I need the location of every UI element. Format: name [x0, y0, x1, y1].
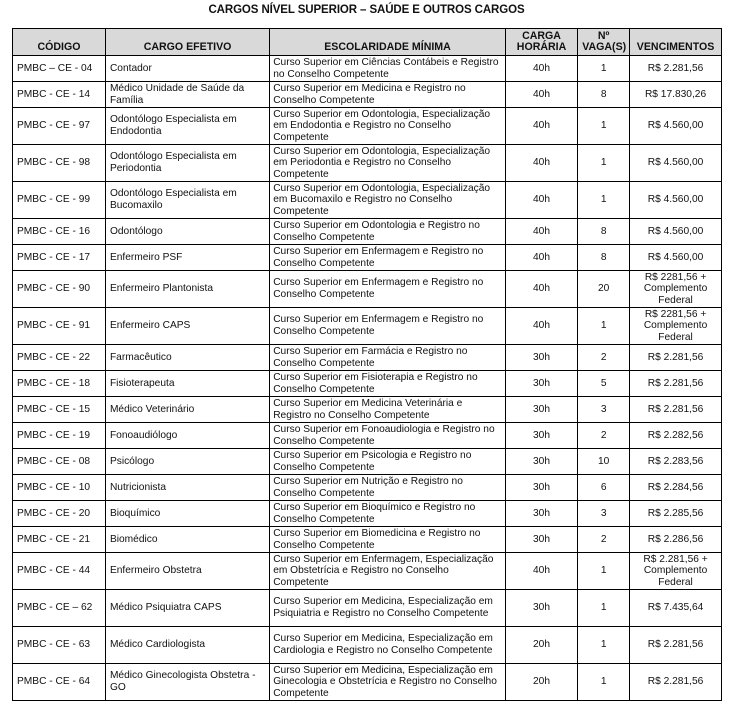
cell-codigo: PMBC – CE - 04 — [13, 56, 106, 82]
cell-carga-horaria: 30h — [505, 449, 577, 475]
cell-cargo-efetivo: Nutricionista — [105, 475, 269, 501]
cell-codigo: PMBC - CE - 17 — [13, 245, 106, 271]
table-row — [13, 449, 722, 475]
cell-vencimentos: R$ 2281,56 + Complemento Federal — [630, 308, 722, 345]
cell-vagas: 8 — [578, 219, 630, 245]
cell-escolaridade: Curso Superior em Fonoaudiologia e Registro no Conselho Competente — [270, 423, 506, 449]
cell-carga-horaria: 40h — [505, 219, 577, 245]
table-row — [13, 527, 722, 553]
cell-codigo: PMBC - CE - 20 — [13, 501, 106, 527]
cell-codigo: PMBC - CE - 98 — [13, 145, 106, 182]
table-row — [13, 501, 722, 527]
cargos-table — [12, 28, 722, 701]
cell-codigo: PMBC - CE - 44 — [13, 553, 106, 590]
cell-escolaridade: Curso Superior em Odontologia e Registro no Conselho Competente — [270, 219, 506, 245]
cell-vagas: 8 — [578, 82, 630, 108]
cell-escolaridade: Curso Superior em Fisioterapia e Registro no Conselho Competente — [270, 371, 506, 397]
cell-cargo-efetivo: Médico Veterinário — [105, 397, 269, 423]
cell-vagas: 3 — [578, 397, 630, 423]
cell-cargo-efetivo: Fisioterapeuta — [105, 371, 269, 397]
cell-vencimentos: R$ 2.281,56 — [630, 345, 722, 371]
cell-cargo-efetivo: Enfermeiro Obstetra — [105, 553, 269, 590]
header-vagas-line2: VAGA(S) — [582, 41, 627, 54]
cell-codigo: PMBC - CE - 08 — [13, 449, 106, 475]
cell-vagas: 10 — [578, 449, 630, 475]
table-row — [13, 553, 722, 590]
cell-escolaridade: Curso Superior em Odontologia, Especialização em Bucomaxilo e Registro no Conselho Competente — [270, 182, 506, 219]
cell-carga-horaria: 20h — [505, 627, 577, 664]
header-cargo-efetivo: CARGO EFETIVO — [105, 29, 269, 56]
header-vagas — [578, 29, 630, 56]
table-row — [13, 182, 722, 219]
cell-codigo: PMBC - CE - 14 — [13, 82, 106, 108]
cell-vagas: 1 — [578, 145, 630, 182]
table-row — [13, 397, 722, 423]
table-row — [13, 56, 722, 82]
cell-carga-horaria: 40h — [505, 56, 577, 82]
cell-vagas: 5 — [578, 371, 630, 397]
cell-vencimentos: R$ 4.560,00 — [630, 145, 722, 182]
table-row — [13, 219, 722, 245]
cell-vencimentos: R$ 17.830,26 — [630, 82, 722, 108]
cell-cargo-efetivo: Odontólogo Especialista em Periodontia — [105, 145, 269, 182]
cell-carga-horaria: 30h — [505, 501, 577, 527]
table-header-row — [13, 29, 722, 56]
table-row — [13, 308, 722, 345]
cell-vagas: 2 — [578, 423, 630, 449]
cell-cargo-efetivo: Enfermeiro CAPS — [105, 308, 269, 345]
cell-vagas: 1 — [578, 627, 630, 664]
table-row — [13, 108, 722, 145]
cell-vencimentos: R$ 2.286,56 — [630, 527, 722, 553]
table-row — [13, 371, 722, 397]
cell-vencimentos: R$ 4.560,00 — [630, 182, 722, 219]
cell-vencimentos: R$ 7.435,64 — [630, 590, 722, 627]
cell-escolaridade: Curso Superior em Enfermagem e Registro no Conselho Competente — [270, 245, 506, 271]
cell-vagas: 1 — [578, 664, 630, 701]
table-row — [13, 82, 722, 108]
cell-codigo: PMBC - CE – 62 — [13, 590, 106, 627]
cell-cargo-efetivo: Fonoaudiólogo — [105, 423, 269, 449]
cell-carga-horaria: 30h — [505, 397, 577, 423]
cell-escolaridade: Curso Superior em Medicina Veterinária e Registro no Conselho Competente — [270, 397, 506, 423]
cell-carga-horaria: 30h — [505, 527, 577, 553]
cell-carga-horaria: 40h — [505, 108, 577, 145]
cell-escolaridade: Curso Superior em Bioquímico e Registro no Conselho Competente — [270, 501, 506, 527]
cell-cargo-efetivo: Médico Unidade de Saúde da Família — [105, 82, 269, 108]
cell-escolaridade: Curso Superior em Enfermagem e Registro no Conselho Competente — [270, 271, 506, 308]
cell-cargo-efetivo: Odontólogo Especialista em Endodontia — [105, 108, 269, 145]
cell-carga-horaria: 30h — [505, 475, 577, 501]
cell-codigo: PMBC - CE - 18 — [13, 371, 106, 397]
cell-codigo: PMBC - CE - 63 — [13, 627, 106, 664]
cell-carga-horaria: 30h — [505, 371, 577, 397]
cell-cargo-efetivo: Médico Psiquiatra CAPS — [105, 590, 269, 627]
cell-vagas: 6 — [578, 475, 630, 501]
table-row — [13, 345, 722, 371]
cell-escolaridade: Curso Superior em Enfermagem e Registro no Conselho Competente — [270, 308, 506, 345]
cell-codigo: PMBC - CE - 64 — [13, 664, 106, 701]
cell-carga-horaria: 40h — [505, 82, 577, 108]
cell-escolaridade: Curso Superior em Enfermagem, Especialização em Obstetrícia e Registro no Conselho Competente — [270, 553, 506, 590]
cell-escolaridade: Curso Superior em Ciências Contábeis e Registro no Conselho Competente — [270, 56, 506, 82]
cell-escolaridade: Curso Superior em Medicina, Especialização em Ginecologia e Obstetrícia e Registro no Conselho Competente — [270, 664, 506, 701]
cell-carga-horaria: 40h — [505, 245, 577, 271]
cell-vencimentos: R$ 2281,56 + Complemento Federal — [630, 271, 722, 308]
cell-escolaridade: Curso Superior em Medicina, Especialização em Psiquiatria e Registro no Conselho Competente — [270, 590, 506, 627]
table-row — [13, 664, 722, 701]
cell-codigo: PMBC - CE - 97 — [13, 108, 106, 145]
cell-carga-horaria: 40h — [505, 145, 577, 182]
cell-carga-horaria: 30h — [505, 345, 577, 371]
cell-cargo-efetivo: Biomédico — [105, 527, 269, 553]
cell-cargo-efetivo: Odontólogo — [105, 219, 269, 245]
cell-carga-horaria: 30h — [505, 590, 577, 627]
cell-carga-horaria: 20h — [505, 664, 577, 701]
cell-carga-horaria: 40h — [505, 553, 577, 590]
header-escolaridade: ESCOLARIDADE MÍNIMA — [270, 29, 506, 56]
table-row — [13, 145, 722, 182]
cell-codigo: PMBC - CE - 16 — [13, 219, 106, 245]
cell-vagas: 1 — [578, 182, 630, 219]
cell-vencimentos: R$ 2.282,56 — [630, 423, 722, 449]
cell-escolaridade: Curso Superior em Odontologia, Especialização em Periodontia e Registro no Conselho Competente — [270, 145, 506, 182]
cell-escolaridade: Curso Superior em Biomedicina e Registro no Conselho Competente — [270, 527, 506, 553]
cell-vencimentos: R$ 2.283,56 — [630, 449, 722, 475]
cell-escolaridade: Curso Superior em Odontologia, Especialização em Endodontia e Registro no Conselho Competente — [270, 108, 506, 145]
cell-vencimentos: R$ 2.281,56 — [630, 371, 722, 397]
cell-vagas: 1 — [578, 108, 630, 145]
cell-codigo: PMBC - CE - 91 — [13, 308, 106, 345]
cell-cargo-efetivo: Enfermeiro PSF — [105, 245, 269, 271]
header-vencimentos: VENCIMENTOS — [630, 29, 722, 56]
cell-vagas: 2 — [578, 527, 630, 553]
cell-cargo-efetivo: Bioquímico — [105, 501, 269, 527]
table-row — [13, 245, 722, 271]
table-row — [13, 590, 722, 627]
cell-carga-horaria: 40h — [505, 182, 577, 219]
cell-escolaridade: Curso Superior em Nutrição e Registro no Conselho Competente — [270, 475, 506, 501]
cell-vagas: 1 — [578, 56, 630, 82]
table-row — [13, 423, 722, 449]
cell-vagas: 1 — [578, 553, 630, 590]
cell-vagas: 1 — [578, 590, 630, 627]
table-row — [13, 475, 722, 501]
cell-vencimentos: R$ 4.560,00 — [630, 108, 722, 145]
cell-cargo-efetivo: Enfermeiro Plantonista — [105, 271, 269, 308]
cell-codigo: PMBC - CE - 21 — [13, 527, 106, 553]
cell-cargo-efetivo: Farmacêutico — [105, 345, 269, 371]
cell-vagas: 3 — [578, 501, 630, 527]
cell-carga-horaria: 30h — [505, 423, 577, 449]
cell-cargo-efetivo: Contador — [105, 56, 269, 82]
cell-vagas: 20 — [578, 271, 630, 308]
cell-codigo: PMBC - CE - 10 — [13, 475, 106, 501]
cell-vencimentos: R$ 2.285,56 — [630, 501, 722, 527]
header-carga-line1: CARGA — [522, 29, 561, 42]
cell-codigo: PMBC - CE - 15 — [13, 397, 106, 423]
cell-vencimentos: R$ 2.281,56 — [630, 397, 722, 423]
cell-codigo: PMBC - CE - 90 — [13, 271, 106, 308]
cell-vencimentos: R$ 2.284,56 — [630, 475, 722, 501]
cell-vencimentos: R$ 2.281,56 — [630, 627, 722, 664]
header-vagas-line1: Nº — [597, 29, 610, 42]
page-title: CARGOS NÍVEL SUPERIOR – SAÚDE E OUTROS CARGOS — [208, 4, 525, 16]
cell-carga-horaria: 40h — [505, 271, 577, 308]
table-row — [13, 271, 722, 308]
header-codigo: CÓDIGO — [13, 29, 106, 56]
cell-escolaridade: Curso Superior em Farmácia e Registro no Conselho Competente — [270, 345, 506, 371]
cell-codigo: PMBC - CE - 22 — [13, 345, 106, 371]
cell-vagas: 2 — [578, 345, 630, 371]
cell-carga-horaria: 40h — [505, 308, 577, 345]
cell-escolaridade: Curso Superior em Psicologia e Registro no Conselho Competente — [270, 449, 506, 475]
cell-escolaridade: Curso Superior em Medicina, Especialização em Cardiologia e Registro no Conselho Competente — [270, 627, 506, 664]
cell-cargo-efetivo: Médico Cardiologista — [105, 627, 269, 664]
cell-vagas: 8 — [578, 245, 630, 271]
cell-vencimentos: R$ 2.281,56 — [630, 56, 722, 82]
cell-vencimentos: R$ 4.560,00 — [630, 219, 722, 245]
header-carga-horaria — [505, 29, 577, 56]
cell-cargo-efetivo: Psicólogo — [105, 449, 269, 475]
cell-codigo: PMBC - CE - 19 — [13, 423, 106, 449]
cell-vencimentos: R$ 4.560,00 — [630, 245, 722, 271]
cell-vagas: 1 — [578, 308, 630, 345]
header-carga-line2: HORÁRIA — [516, 41, 567, 54]
cell-codigo: PMBC - CE - 99 — [13, 182, 106, 219]
table-row — [13, 627, 722, 664]
cell-vencimentos: R$ 2.281,56 — [630, 664, 722, 701]
cell-escolaridade: Curso Superior em Medicina e Registro no Conselho Competente — [270, 82, 506, 108]
cell-cargo-efetivo: Médico Ginecologista Obstetra - GO — [105, 664, 269, 701]
cell-cargo-efetivo: Odontólogo Especialista em Bucomaxilo — [105, 182, 269, 219]
cell-vencimentos: R$ 2.281,56 + Complemento Federal — [630, 553, 722, 590]
